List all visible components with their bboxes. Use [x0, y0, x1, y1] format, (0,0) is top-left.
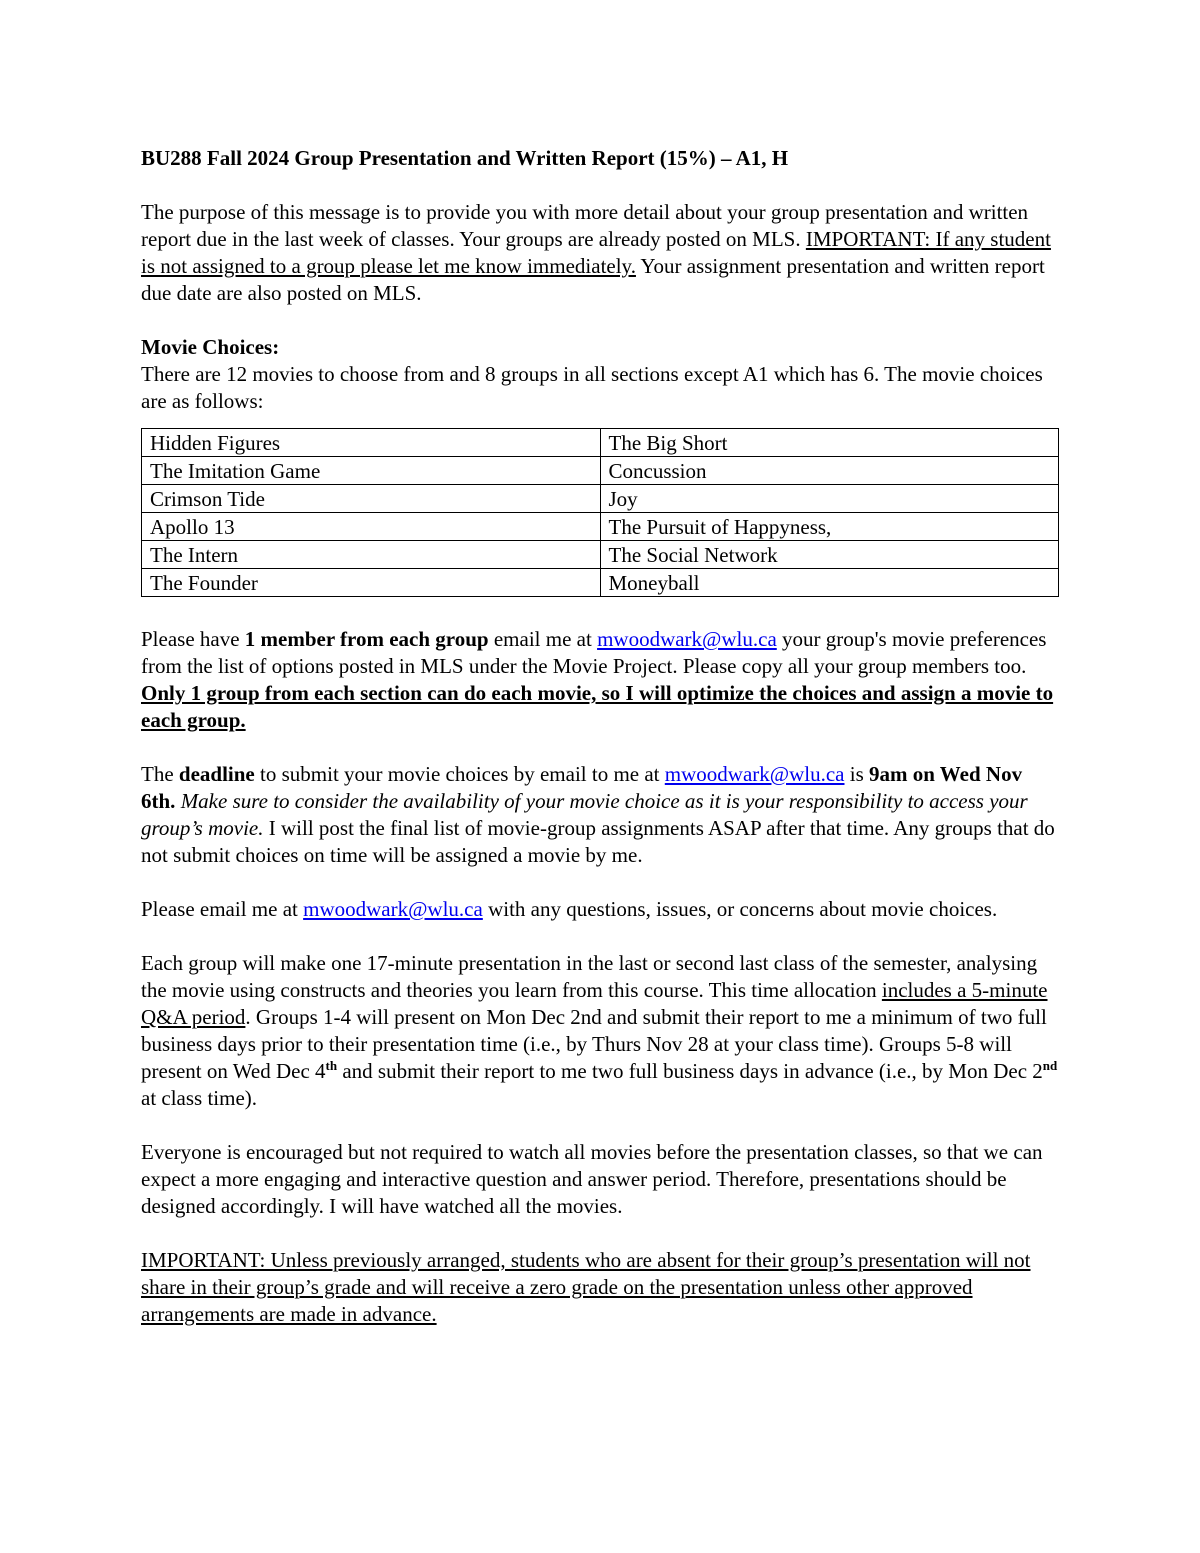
table-cell: The Social Network [600, 541, 1059, 569]
email-link[interactable]: mwoodwark@wlu.ca [597, 627, 777, 651]
movie-table [141, 428, 1059, 597]
deadline-paragraph: The deadline to submit your movie choices by email to me at mwoodwark@wlu.ca is 9am on Wed Nov 6th. Make sure to consider the availability of your movie choice as it is your responsibility to access your group’s movie. I will post the final list of movie-group assignments ASAP after that time. Any groups that do not submit choices on time will be assigned a movie by me. [141, 762, 1055, 867]
table-cell: Joy [600, 485, 1059, 513]
deadline-date: 9am on Wed Nov 6th. [141, 762, 1023, 813]
document-title: BU288 Fall 2024 Group Presentation and Written Report (15%) – A1, H [141, 146, 789, 170]
presentation-paragraph: Each group will make one 17-minute presentation in the last or second last class of the semester, analysing the movie using constructs and theories you learn from this course. This time allocation includes a 5-minute Q&A period. Groups 1-4 will present on Mon Dec 2nd and submit their report to me a minimum of two full business days prior to their presentation time (i.e., by Thurs Nov 28 at your class time). Groups 5-8 will present on Wed Dec 4th and submit their report to me two full business days in advance (i.e., by Mon Dec 2nd at class time). [141, 951, 1058, 1110]
intro-paragraph [141, 199, 1061, 307]
optimize-notice: Only 1 group from each section can do each movie, so I will optimize the choices and assign a movie to each group. [141, 681, 1054, 732]
table-row [142, 485, 1059, 513]
table-row [142, 429, 1059, 457]
table-cell: The Imitation Game [142, 457, 601, 485]
table-cell: Hidden Figures [142, 429, 601, 457]
table-cell: Crimson Tide [142, 485, 601, 513]
absence-notice: IMPORTANT: Unless previously arranged, students who are absent for their group’s presentation will not share in their group’s grade and will receive a zero grade on the presentation unless other approved arrangements are made in advance. [141, 1248, 1031, 1326]
table-cell: Concussion [600, 457, 1059, 485]
intro-text-2: Your assignment presentation and written report due date are also posted on MLS. [141, 254, 1045, 305]
movie-choices-text: There are 12 movies to choose from and 8 groups in all sections except A1 which has 6. The movie choices are as follows: [141, 362, 1043, 413]
table-cell: Apollo 13 [142, 513, 601, 541]
table-cell: The Intern [142, 541, 601, 569]
questions-paragraph: Please email me at mwoodwark@wlu.ca with any questions, issues, or concerns about movie choices. [141, 897, 998, 921]
intro-text: The purpose of this message is to provide you with more detail about your group presentation and written report due in the last week of classes. Your groups are already posted on MLS. [141, 200, 1029, 251]
table-cell: The Founder [142, 569, 601, 597]
email-link[interactable]: mwoodwark@wlu.ca [303, 897, 483, 921]
table-cell: The Big Short [600, 429, 1059, 457]
table-row [142, 541, 1059, 569]
document-body [141, 145, 1061, 1355]
email-link[interactable]: mwoodwark@wlu.ca [664, 762, 845, 786]
table-row [142, 569, 1059, 597]
encouragement-paragraph: Everyone is encouraged but not required to watch all movies before the presentation classes, so that we can expect a more engaging and interactive question and answer period. Therefore, presentations should be designed accordingly. I will have watched all the movies. [141, 1140, 1043, 1218]
preferences-paragraph: Please have 1 member from each group email me at mwoodwark@wlu.ca your group's movie preferences from the list of options posted in MLS under the Movie Project. Please copy all your group members too. Only 1 group from each section can do each movie, so I will optimize the choices and assign a movie to each group. [141, 627, 1054, 732]
table-cell: The Pursuit of Happyness, [600, 513, 1059, 541]
table-row [142, 457, 1059, 485]
important-notice: IMPORTANT: If any student is not assigned to a group please let me know immediately. [141, 227, 1051, 278]
movie-choices-heading: Movie Choices: [141, 335, 280, 359]
table-row [142, 513, 1059, 541]
table-cell: Moneyball [600, 569, 1059, 597]
